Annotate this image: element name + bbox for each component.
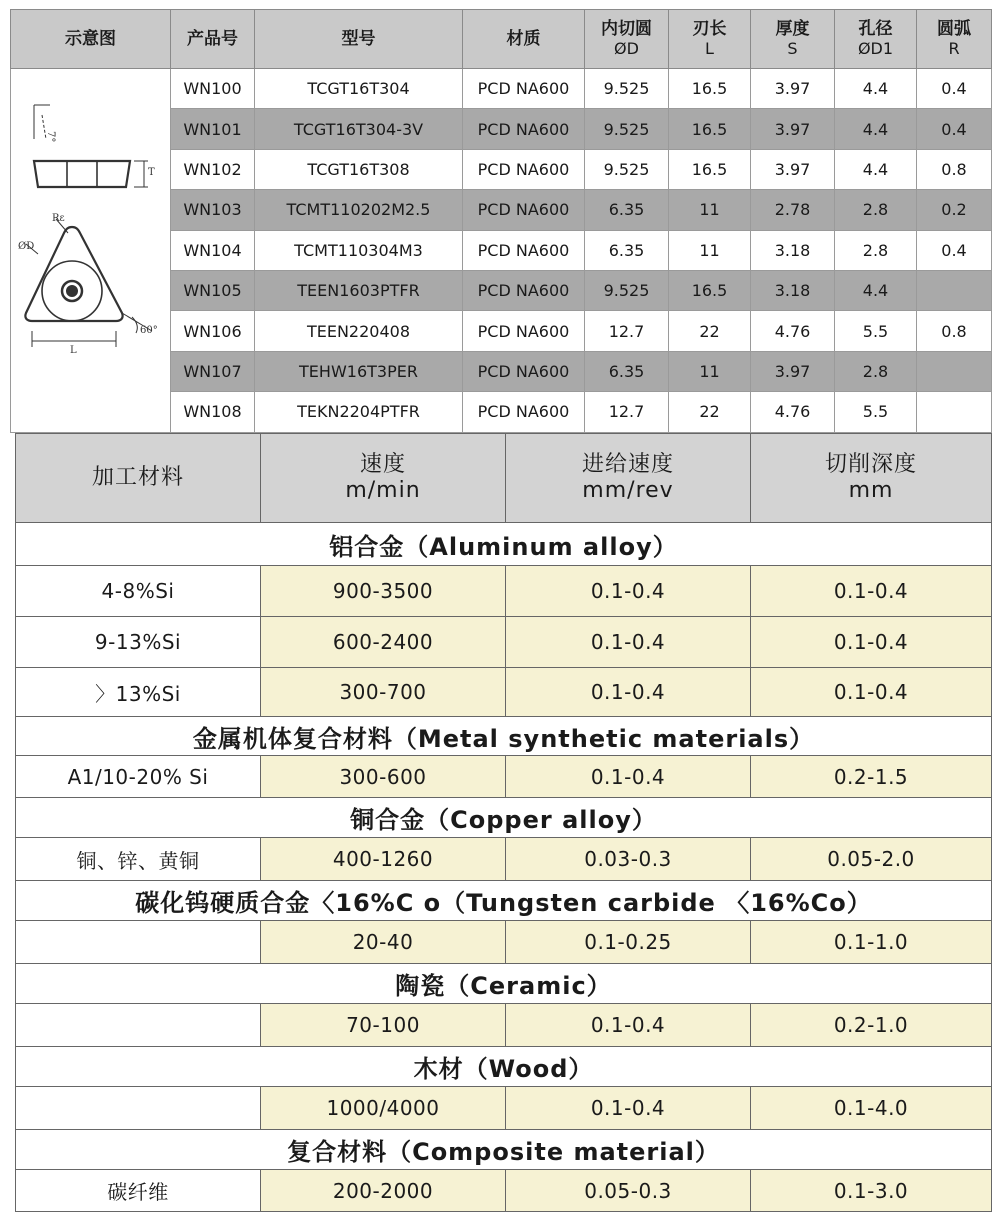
cell-s: 3.97 [751,69,835,109]
cell-l: 11 [669,230,751,270]
section-title: 木材（Wood） [16,1047,992,1087]
cell-r: 0.4 [917,230,992,270]
cell-d: 6.35 [585,190,669,230]
cell-speed: 300-700 [261,668,506,717]
header-work-material: 加工材料 [16,434,261,523]
cell-s: 4.76 [751,392,835,432]
cell-feed: 0.03-0.3 [506,838,751,881]
cell-speed: 1000/4000 [261,1087,506,1130]
cell-s: 3.97 [751,351,835,391]
cell-l: 22 [669,392,751,432]
cell-product-no: WN100 [171,69,255,109]
triangle-insert-drawing [12,69,170,423]
table-row [11,69,992,109]
cell-work-material [16,1004,261,1047]
cell-r: 0.8 [917,311,992,351]
cell-product-no: WN106 [171,311,255,351]
cell-product-no: WN105 [171,270,255,310]
section-aluminum-alloy [16,523,992,566]
cell-model: TEKN2204PTFR [255,392,463,432]
cell-s: 3.97 [751,109,835,149]
cell-model: TEEN220408 [255,311,463,351]
cell-d: 9.525 [585,149,669,189]
cell-speed: 70-100 [261,1004,506,1047]
cell-d1: 4.4 [835,149,917,189]
cell-l: 16.5 [669,69,751,109]
cell-work-material: 9-13%Si [16,617,261,668]
cell-speed: 400-1260 [261,838,506,881]
insert-diagram [11,69,171,433]
table-row [16,617,992,668]
section-metal-synthetic [16,717,992,756]
cell-work-material: 铜、锌、黄铜 [16,838,261,881]
cell-work-material: 〉13%Si [16,668,261,717]
product-table [10,9,992,433]
cell-depth: 0.1-0.4 [751,566,992,617]
cell-feed: 0.1-0.4 [506,566,751,617]
diagram-angle-label: 7° [44,131,56,143]
cell-l: 11 [669,351,751,391]
cell-s: 4.76 [751,311,835,351]
cell-feed: 0.1-0.4 [506,1087,751,1130]
cell-l: 16.5 [669,109,751,149]
header-hole-diameter: 孔径 ØD1 [835,10,917,69]
cell-model: TCGT16T304-3V [255,109,463,149]
section-copper-alloy [16,798,992,838]
cell-material: PCD NA600 [463,149,585,189]
cell-d: 9.525 [585,69,669,109]
section-title: 铜合金（Copper alloy） [16,798,992,838]
product-table-header [11,10,992,69]
header-thickness: 厚度 S [751,10,835,69]
cell-d: 6.35 [585,351,669,391]
cell-d: 12.7 [585,311,669,351]
section-wood [16,1047,992,1087]
cell-feed: 0.1-0.25 [506,921,751,964]
cell-depth: 0.2-1.5 [751,756,992,798]
header-material: 材质 [463,10,585,69]
cell-depth: 0.05-2.0 [751,838,992,881]
cell-product-no: WN101 [171,109,255,149]
section-tungsten-carbide [16,881,992,921]
cell-feed: 0.05-0.3 [506,1170,751,1212]
header-speed: 速度 m/min [261,434,506,523]
cell-d: 9.525 [585,109,669,149]
diagram-corner-angle-label: 60° [139,325,158,336]
cell-s: 3.97 [751,149,835,189]
section-title: 金属机体复合材料（Metal synthetic materials） [16,717,992,756]
cell-s: 3.18 [751,270,835,310]
cell-d1: 2.8 [835,351,917,391]
cell-r [917,351,992,391]
cell-d1: 5.5 [835,311,917,351]
cell-depth: 0.2-1.0 [751,1004,992,1047]
table-row [16,838,992,881]
cell-material: PCD NA600 [463,190,585,230]
cell-d1: 4.4 [835,69,917,109]
cell-d: 12.7 [585,392,669,432]
cell-product-no: WN103 [171,190,255,230]
cell-product-no: WN104 [171,230,255,270]
table-row [16,566,992,617]
diagram-radius-label: Rε [51,213,65,224]
cutting-parameters-table [15,433,992,1212]
cell-l: 16.5 [669,270,751,310]
cell-work-material: 碳纤维 [16,1170,261,1212]
table-row [16,921,992,964]
cell-feed: 0.1-0.4 [506,617,751,668]
cell-work-material: A1/10-20% Si [16,756,261,798]
cell-s: 3.18 [751,230,835,270]
header-product-no: 产品号 [171,10,255,69]
cell-material: PCD NA600 [463,311,585,351]
header-model: 型号 [255,10,463,69]
cell-speed: 600-2400 [261,617,506,668]
cell-r: 0.4 [917,109,992,149]
cell-r: 0.4 [917,69,992,109]
cell-d: 9.525 [585,270,669,310]
cell-model: TCGT16T308 [255,149,463,189]
cell-feed: 0.1-0.4 [506,1004,751,1047]
cell-material: PCD NA600 [463,109,585,149]
cell-model: TEHW16T3PER [255,351,463,391]
header-inscribed-circle: 内切圆 ØD [585,10,669,69]
cell-work-material [16,921,261,964]
table-row [16,1087,992,1130]
cell-model: TCGT16T304 [255,69,463,109]
cell-r [917,392,992,432]
header-feed-rate: 进给速度 mm/rev [506,434,751,523]
section-ceramic [16,964,992,1004]
cell-d1: 4.4 [835,270,917,310]
cell-l: 22 [669,311,751,351]
cell-d1: 5.5 [835,392,917,432]
cell-material: PCD NA600 [463,392,585,432]
cell-product-no: WN108 [171,392,255,432]
table-row [16,756,992,798]
cell-depth: 0.1-1.0 [751,921,992,964]
cell-d1: 4.4 [835,109,917,149]
header-diagram: 示意图 [11,10,171,69]
cell-work-material: 4-8%Si [16,566,261,617]
cell-material: PCD NA600 [463,230,585,270]
cell-depth: 0.1-0.4 [751,617,992,668]
cell-model: TCMT110304M3 [255,230,463,270]
cell-product-no: WN102 [171,149,255,189]
cell-r: 0.8 [917,149,992,189]
cell-speed: 900-3500 [261,566,506,617]
cell-model: TCMT110202M2.5 [255,190,463,230]
cell-l: 11 [669,190,751,230]
cell-d: 6.35 [585,230,669,270]
cell-l: 16.5 [669,149,751,189]
cell-speed: 20-40 [261,921,506,964]
cell-material: PCD NA600 [463,351,585,391]
cell-feed: 0.1-0.4 [506,668,751,717]
cell-d1: 2.8 [835,190,917,230]
section-title: 复合材料（Composite material） [16,1130,992,1170]
diagram-diameter-label: ØD [17,241,34,252]
section-composite-material [16,1130,992,1170]
cell-feed: 0.1-0.4 [506,756,751,798]
cell-work-material [16,1087,261,1130]
cell-product-no: WN107 [171,351,255,391]
cell-depth: 0.1-4.0 [751,1087,992,1130]
table-row [16,1004,992,1047]
section-title: 碳化钨硬质合金〈16%C o（Tungsten carbide 〈16%Co） [16,881,992,921]
cell-model: TEEN1603PTFR [255,270,463,310]
table-row [16,1170,992,1212]
diagram-length-label: L [69,345,77,356]
section-title: 陶瓷（Ceramic） [16,964,992,1004]
cell-r: 0.2 [917,190,992,230]
section-title: 铝合金（Aluminum alloy） [16,523,992,566]
cell-speed: 300-600 [261,756,506,798]
header-cutting-depth: 切削深度 mm [751,434,992,523]
header-edge-length: 刃长 L [669,10,751,69]
cell-material: PCD NA600 [463,69,585,109]
cell-s: 2.78 [751,190,835,230]
cell-d1: 2.8 [835,230,917,270]
header-corner-radius: 圆弧 R [917,10,992,69]
cell-material: PCD NA600 [463,270,585,310]
cell-depth: 0.1-3.0 [751,1170,992,1212]
cell-r [917,270,992,310]
param-table-header [16,434,992,523]
diagram-thickness-label: T [147,167,155,178]
table-row [16,668,992,717]
cell-speed: 200-2000 [261,1170,506,1212]
cell-depth: 0.1-0.4 [751,668,992,717]
